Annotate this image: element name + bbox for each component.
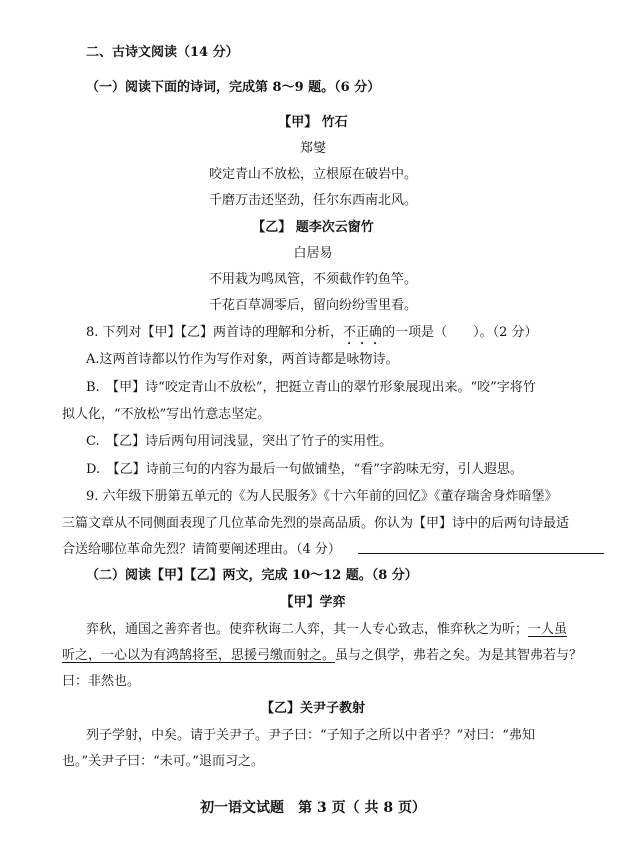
footer-ye-close: 页）	[397, 800, 426, 816]
text-b-title: 【乙】关尹子教射	[260, 701, 365, 716]
footer-di: 第	[298, 800, 313, 816]
q8-stem-pre: 8. 下列对【甲】【乙】两首诗的理解和分析，	[86, 325, 344, 340]
answer-blank-line[interactable]	[358, 553, 604, 554]
footer-label: 初一语文试题	[200, 800, 285, 816]
q8-stem-post: 的一项是（ ）。（2 分）	[382, 325, 538, 340]
text-b-line-2: 也。”关尹子曰：“未可。”退而习之。	[62, 754, 264, 769]
poem-b-author: 白居易	[293, 246, 333, 261]
poem-b-line-2: 千花百草凋零后，留向纷纷雪里看。	[208, 298, 417, 313]
part2-instruction: （二）阅读【甲】【乙】两文，完成 10～12 题。（8 分）	[86, 568, 418, 583]
question-9-line-3: 合送给哪位革命先烈？请简要阐述理由。（4 分）	[62, 542, 341, 557]
question-8-stem	[86, 325, 537, 348]
footer-gong: 共	[364, 800, 379, 816]
text-a-line-2-underlined: 听之，一心以为有鸿鹄将至，思援弓缴而射之。	[62, 648, 336, 663]
text-a-line-2	[62, 648, 582, 664]
part1-instruction: （一）阅读下面的诗词，完成第 8～9 题。（6 分）	[86, 80, 381, 95]
page-footer	[0, 800, 626, 816]
q8-option-b-line-2: 拟人化，“不放松”写出竹意志坚定。	[62, 407, 271, 422]
q8-stem-emphasis: 不正确	[343, 325, 383, 340]
footer-page-number: 3	[316, 800, 327, 816]
text-a-line-1-plain: 弈秋，通国之善弈者也。使弈秋诲二人弈，其一人专心致志，惟弈秋之为听；	[86, 622, 529, 637]
text-a-line-1-underlined: 一人虽	[528, 622, 568, 637]
poem-a-line-1: 咬定青山不放松，立根原在破岩中。	[208, 167, 417, 182]
poem-a-line-2: 千磨万击还坚劲，任尔东西南北风。	[208, 193, 417, 208]
text-b-line-1: 列子学射，中矣。请于关尹子。尹子曰：“子知子之所以中者乎？”对曰：“弗知	[86, 728, 535, 743]
section-heading: 二、古诗文阅读（14 分）	[86, 45, 239, 60]
q8-option-b-line-1: B. 【甲】诗“咬定青山不放松”，把挺立青山的翠竹形象展现出来。“咬”字将竹	[86, 380, 536, 395]
text-a-title: 【甲】学弈	[280, 595, 346, 610]
poem-a-title: 【甲】 竹石	[278, 115, 348, 130]
question-9-line-1: 9. 六年级下册第五单元的《为人民服务》《十六年前的回忆》《董存瑞舍身炸暗堡》	[86, 489, 558, 504]
text-a-line-3: 曰：非然也。	[62, 674, 141, 689]
q8-option-a: A.这两首诗都以竹作为写作对象，两首诗都是咏物诗。	[86, 352, 399, 367]
footer-total-pages: 8	[383, 800, 394, 816]
poem-b-title: 【乙】 题李次云窗竹	[252, 220, 374, 235]
text-a-line-2-plain: 虽与之俱学，弗若之矣。为是其智弗若与？	[335, 648, 583, 663]
q8-option-c: C. 【乙】诗后两句用词浅显，突出了竹子的实用性。	[86, 434, 393, 449]
q8-option-d: D. 【乙】诗前三句的内容为最后一句做铺垫，“看”字韵味无穷，引人遐思。	[86, 462, 523, 477]
poem-a-author: 郑燮	[299, 141, 326, 156]
footer-ye: 页（	[331, 800, 360, 816]
poem-b-line-1: 不用栽为鸣凤管，不须截作钓鱼竿。	[208, 272, 417, 287]
text-a-line-1	[86, 622, 567, 638]
question-9-line-2: 三篇文章从不同侧面表现了几位革命先烈的崇高品质。你认为【甲】诗中的后两句诗最适	[62, 516, 570, 531]
